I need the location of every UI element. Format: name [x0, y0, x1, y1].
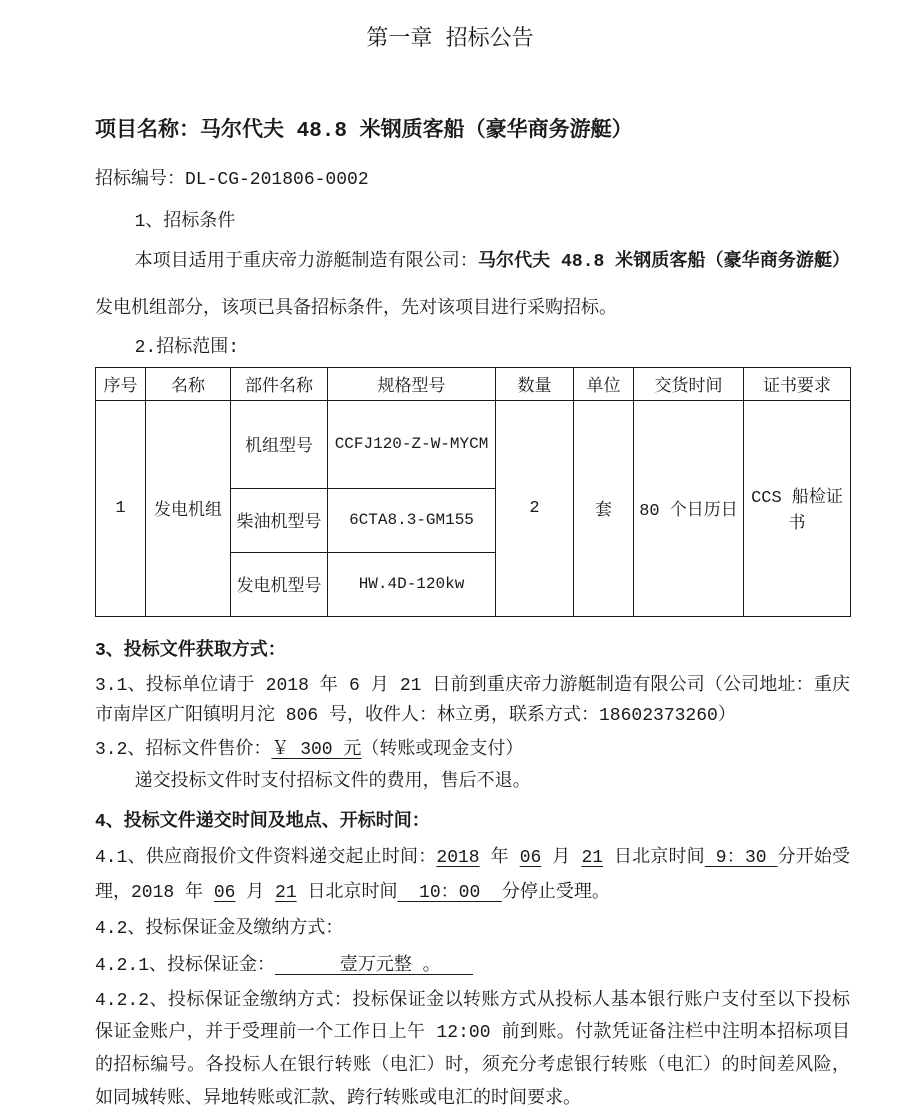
col-header-qty: 数量	[496, 367, 574, 400]
cell-spec-2: 6CTA8.3-GM155	[328, 488, 496, 552]
col-header-certificate: 证书要求	[744, 367, 851, 400]
cell-delivery: 80 个日历日	[634, 400, 744, 616]
table-row	[96, 400, 851, 488]
cell-certificate: CCS 船检证书	[744, 400, 851, 616]
tender-number: 招标编号：DL-CG-201806-0002	[95, 169, 369, 190]
section1-heading: 1、招标条件	[134, 212, 236, 233]
cell-spec-3: HW.4D-120kw	[328, 552, 496, 616]
table-header-row	[96, 367, 851, 400]
col-header-part-name: 部件名称	[231, 367, 328, 400]
tender-scope-table	[95, 367, 851, 617]
cell-part-name-2: 柴油机型号	[231, 488, 328, 552]
item-3-1: 3.1、投标单位请于 2018 年 6 月 21 日前到重庆帝力游艇制造有限公司（公司地址：重庆市南岸区广阳镇明月沱 806 号，收件人：林立勇，联系方式：18602373260）	[95, 675, 850, 727]
section1-paragraph: 本项目适用于重庆帝力游艇制造有限公司：马尔代夫 48.8 米钢质客船（豪华商务游艇）发电机组部分，该项已具备招标条件，先对该项目进行采购招标。	[95, 252, 851, 319]
item-4-1: 4.1、供应商报价文件资料递交起止时间：2018 年 06 月 21 日北京时间 9：30 分开始受理，2018 年 06 月 21 日北京时间 10：00 分停止受理。	[95, 847, 851, 903]
item-3-2: 3.2、招标文件售价：￥ 300 元（转账或现金支付）	[95, 739, 524, 760]
col-header-name: 名称	[146, 367, 231, 400]
item-4-2-2: 4.2.2、投标保证金缴纳方式：投标保证金以转账方式从投标人基本银行账户支付至以下投标保证金账户，并于受理前一个工作日上午 12:00 前到账。付款凭证备注栏中注明本招标项目的招标编号。各投标人在银行转账（电汇）时，须充分考虑银行转账（电汇）的时间差风险，如同城转账、异地转账或汇款、跨行转账或电汇的时间要求。	[95, 990, 850, 1109]
cell-qty: 2	[496, 400, 574, 616]
section3-heading: 3、投标文件获取方式：	[95, 640, 286, 661]
cell-seq: 1	[96, 400, 146, 616]
section3-note: 递交投标文件时支付招标文件的费用，售后不退。	[134, 772, 531, 793]
section4-heading: 4、投标文件递交时间及地点、开标时间：	[95, 811, 430, 832]
item-4-2-1: 4.2.1、投标保证金： 壹万元整 。	[95, 955, 474, 976]
section2-heading: 2.招标范围:	[134, 337, 239, 358]
cell-name: 发电机组	[146, 400, 231, 616]
col-header-unit: 单位	[574, 367, 634, 400]
cell-spec-1: CCFJ120-Z-W-MYCM	[328, 400, 496, 488]
col-header-spec: 规格型号	[328, 367, 496, 400]
cell-part-name-3: 发电机型号	[231, 552, 328, 616]
col-header-seq: 序号	[96, 367, 146, 400]
chapter-title: 第一章 招标公告	[366, 27, 534, 52]
col-header-delivery: 交货时间	[634, 367, 744, 400]
cell-unit: 套	[574, 400, 634, 616]
cell-part-name-1: 机组型号	[231, 400, 328, 488]
project-name-heading: 项目名称：马尔代夫 48.8 米钢质客船（豪华商务游艇）	[95, 119, 633, 143]
item-4-2-heading: 4.2、投标保证金及缴纳方式：	[95, 918, 344, 939]
